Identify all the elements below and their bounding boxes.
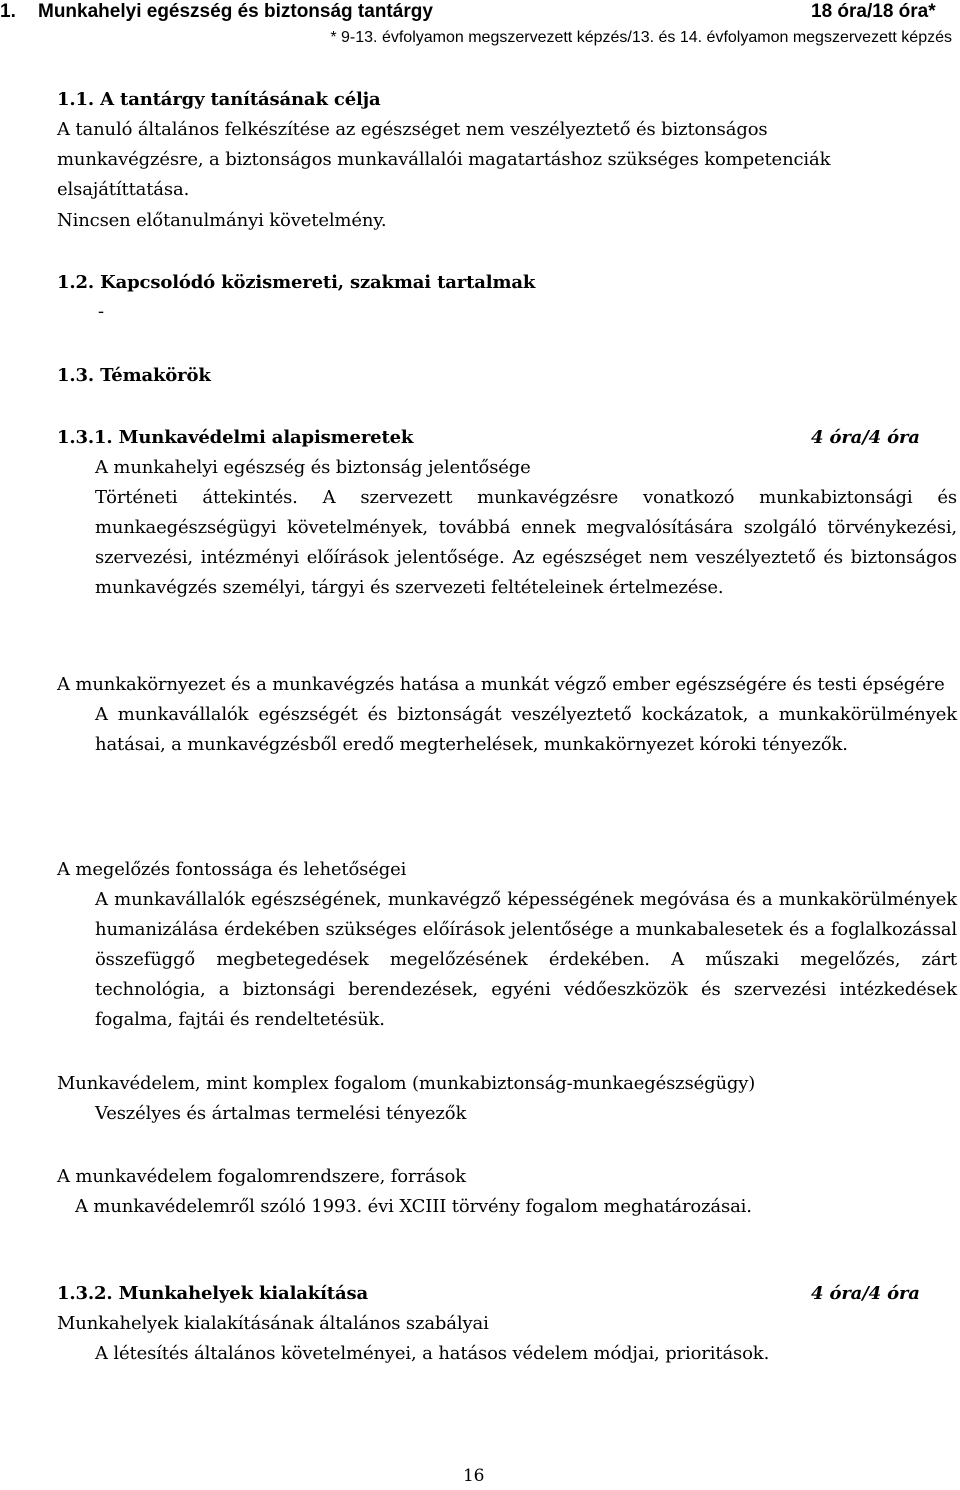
section-1-3-heading: 1.3. Témakörök [57, 365, 211, 386]
topic-2-block [57, 670, 957, 760]
section-1-2-heading: 1.2. Kapcsolódó közismereti, szakmai tartalmak [57, 272, 536, 293]
section-1-1-line-4: Nincsen előtanulmányi követelmény. [57, 210, 387, 231]
section-1-3-1-hours: 4 óra/4 óra [811, 427, 920, 448]
section-1-3-2-hours: 4 óra/4 óra [811, 1283, 920, 1304]
chapter-hours: 18 óra/18 óra* [811, 1, 936, 22]
topic-1-title: A munkahelyi egészség és biztonság jelentősége [95, 457, 531, 478]
topic-4-title: Munkavédelem, mint komplex fogalom (munkabiztonság-munkaegészségügy) [57, 1073, 756, 1094]
chapter-footnote: * 9-13. évfolyamon megszervezett képzés/13. és 14. évfolyamon megszervezett képzés [330, 29, 952, 46]
topic-1-body: Történeti áttekintés. A szervezett munkavégzésre vonatkozó munkabiztonsági és munkaegészségügyi követelmények, továbbá ennek megvalósítására szolgáló törvénykezési, szervezési, intézményi előírások jelentősége. Az egészséget nem veszélyeztető és biztonságos munkavégzés személyi, tárgyi és szervezeti feltételeinek értelmezése. [95, 487, 957, 598]
topic-2-title: A munkakörnyezet és a munkavégzés hatása a munkát végző ember egészségére és testi épségére [57, 674, 945, 695]
page-number: 16 [463, 1466, 485, 1486]
section-1-1-heading: 1.1. A tantárgy tanításának célja [57, 89, 381, 110]
section-1-1-line-1: A tanuló általános felkészítése az egészséget nem veszélyeztető és biztonságos [57, 119, 768, 140]
section-1-3-1-heading: 1.3.1. Munkavédelmi alapismeretek [57, 427, 414, 448]
topic-4-block [57, 1069, 957, 1129]
topic-1-block [57, 453, 957, 603]
chapter-number: 1. [0, 1, 16, 22]
topic-6-body: A létesítés általános követelményei, a hatásos védelem módjai, prioritások. [95, 1343, 770, 1364]
topic-6-block [57, 1309, 957, 1369]
topic-4-body: Veszélyes és ártalmas termelési tényezők [95, 1103, 467, 1124]
topic-3-title: A megelőzés fontossága és lehetőségei [57, 859, 407, 880]
topic-5-block [57, 1162, 957, 1222]
topic-5-body: A munkavédelemről szóló 1993. évi XCIII törvény fogalom meghatározásai. [75, 1196, 752, 1217]
topic-3-block [57, 855, 957, 1035]
section-1-1-line-2: munkavégzésre, a biztonságos munkavállalói magatartáshoz szükséges kompetenciák [57, 149, 831, 170]
section-1-3-2-heading: 1.3.2. Munkahelyek kialakítása [57, 1283, 368, 1304]
topic-2-body: A munkavállalók egészségét és biztonságát veszélyeztető kockázatok, a munkakörülmények hatásai, a munkavégzésből eredő megterhelések, munkakörnyezet kóroki tényezők. [95, 704, 957, 755]
topic-5-title: A munkavédelem fogalomrendszere, források [57, 1166, 466, 1187]
topic-6-title: Munkahelyek kialakításának általános szabályai [57, 1313, 489, 1334]
topic-3-body: A munkavállalók egészségének, munkavégző képességének megóvása és a munkakörülmények humanizálása érdekében szükséges előírások jelentősége a munkabalesetek és a foglalkozással összefüggő megbetegedések megelőzésének érdekében. A műszaki megelőzés, zárt technológia, a biztonsági berendezések, egyéni védőeszközök és szervezési intézkedések fogalma, fajtái és rendeltetésük. [95, 889, 957, 1030]
section-1-2-dash: - [98, 301, 104, 322]
section-1-1-line-3: elsajátíttatása. [57, 179, 190, 200]
chapter-title: Munkahelyi egészség és biztonság tantárgy [38, 1, 433, 22]
